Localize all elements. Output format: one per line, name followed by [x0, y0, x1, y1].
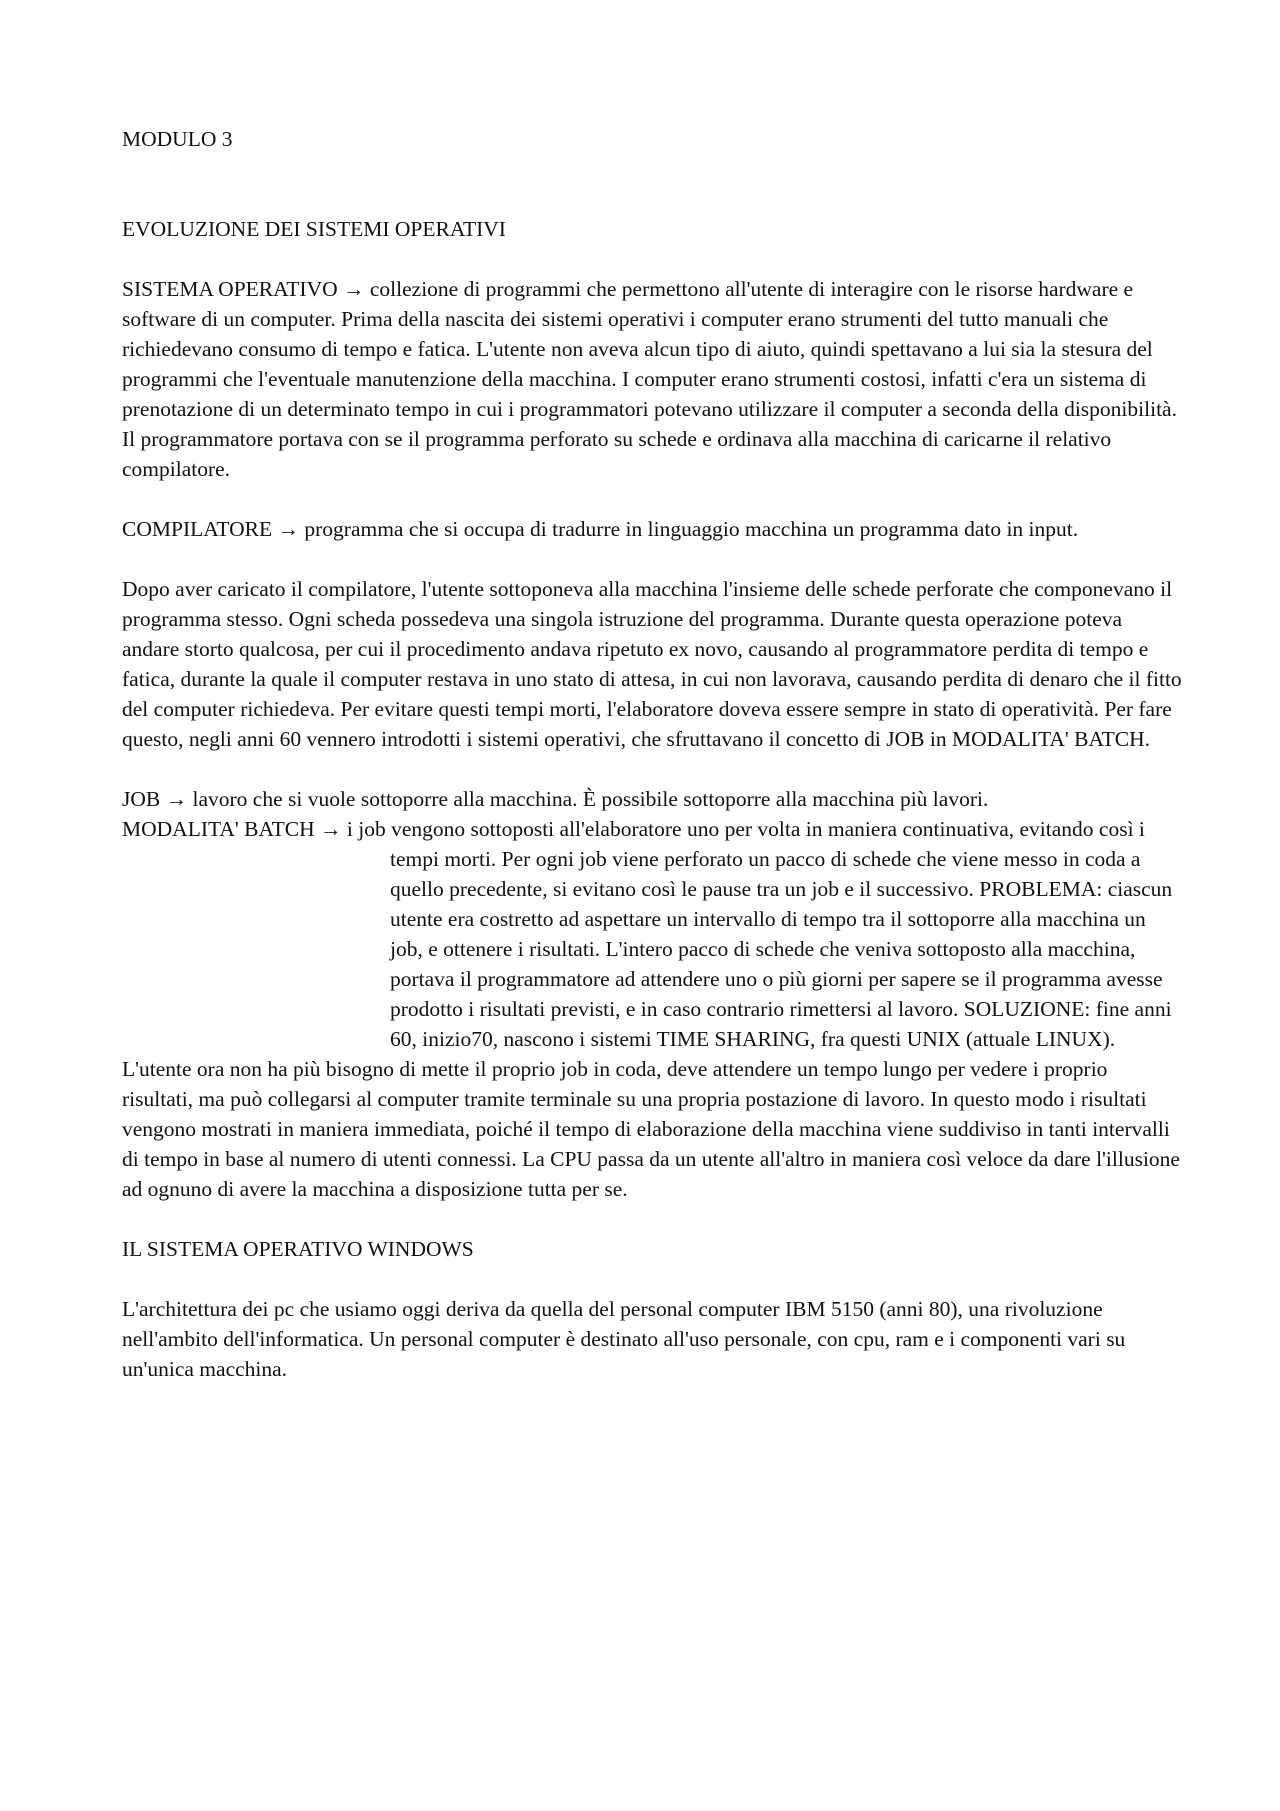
definition-modalita-batch: MODALITA' BATCH → i job vengono sottoposti all'elaboratore uno per volta in maniera continuativa, evitando così i tempi morti. Per ogni job viene perforato un pacco di schede che viene messo in coda a quello precedente, si evitano così le pause tra un job e il successivo. PROBLEMA: ciascun utente era costretto ad aspettare un intervallo di tempo tra il sottoporre alla macchina un job, e ottenere i risultati. L'intero pacco di schede che veniva sottoposto alla macchina, portava il programmatore ad attendere uno o più giorni per sapere se il programma avesse prodotto i risultati previsti, e in caso contrario rimettersi al lavoro. SOLUZIONE: fine anni 60, inizio70, nascono i sistemi TIME SHARING, fra questi UNIX (attuale LINUX).: [122, 817, 1173, 1051]
paragraph-compilatore: COMPILATORE → programma che si occupa di tradurre in linguaggio macchina un programma dato in input.: [122, 517, 1079, 541]
paragraph-sistema-operativo: SISTEMA OPERATIVO → collezione di programmi che permettono all'utente di interagire con le risorse hardware e software di un computer. Prima della nascita dei sistemi operativi i computer erano strumenti del tutto manuali che richiedevano consumo di tempo e fatica. L'utente non aveva alcun tipo di aiuto, quindi spettavano a lui sia la stesura del programmi che l'eventuale manutenzione della macchina. I computer erano strumenti costosi, infatti c'era un sistema di prenotazione di un determinato tempo in cui i programmatori potevano utilizzare il computer a seconda della disponibilità. Il programmatore portava con se il programma perforato su schede e ordinava alla macchina di caricarne il relativo compilatore.: [122, 277, 1177, 481]
section-heading-evoluzione: EVOLUZIONE DEI SISTEMI OPERATIVI: [122, 217, 506, 241]
paragraph-time-sharing: L'utente ora non ha più bisogno di mette il proprio job in coda, deve attendere un tempo lungo per vedere i proprio risultati, ma può collegarsi al computer tramite terminale su una propria postazione di lavoro. In questo modo i risultati vengono mostrati in maniera immediata, poiché il tempo di elaborazione della macchina viene suddiviso in tanti intervalli di tempo in base al numero di utenti connessi. La CPU passa da un utente all'altro in maniera così veloce da dare l'illusione ad ognuno di avere la macchina a disposizione tutta per se.: [122, 1057, 1180, 1201]
section-heading-windows: IL SISTEMA OPERATIVO WINDOWS: [122, 1237, 474, 1261]
definition-job: JOB → lavoro che si vuole sottoporre alla macchina. È possibile sottoporre alla macchina più lavori.: [122, 787, 989, 811]
paragraph-dopo-compilatore: Dopo aver caricato il compilatore, l'utente sottoponeva alla macchina l'insieme delle schede perforate che componevano il programma stesso. Ogni scheda possedeva una singola istruzione del programma. Durante questa operazione poteva andare storto qualcosa, per cui il procedimento andava ripetuto ex novo, causando al programmatore perdita di tempo e fatica, durante la quale il computer restava in uno stato di attesa, in cui non lavorava, causando perdita di denaro che il fitto del computer richiedeva. Per evitare questi tempi morti, l'elaboratore doveva essere sempre in stato di operatività. Per fare questo, negli anni 60 vennero introdotti i sistemi operativi, che sfruttavano il concetto di JOB in MODALITA' BATCH.: [122, 577, 1182, 751]
paragraph-architettura: L'architettura dei pc che usiamo oggi deriva da quella del personal computer IBM 5150 (anni 80), una rivoluzione nell'ambito dell'informatica. Un personal computer è destinato all'uso personale, con cpu, ram e i componenti vari su un'unica macchina.: [122, 1297, 1126, 1381]
document-page: [122, 124, 1182, 1414]
document-title: MODULO 3: [122, 127, 233, 151]
